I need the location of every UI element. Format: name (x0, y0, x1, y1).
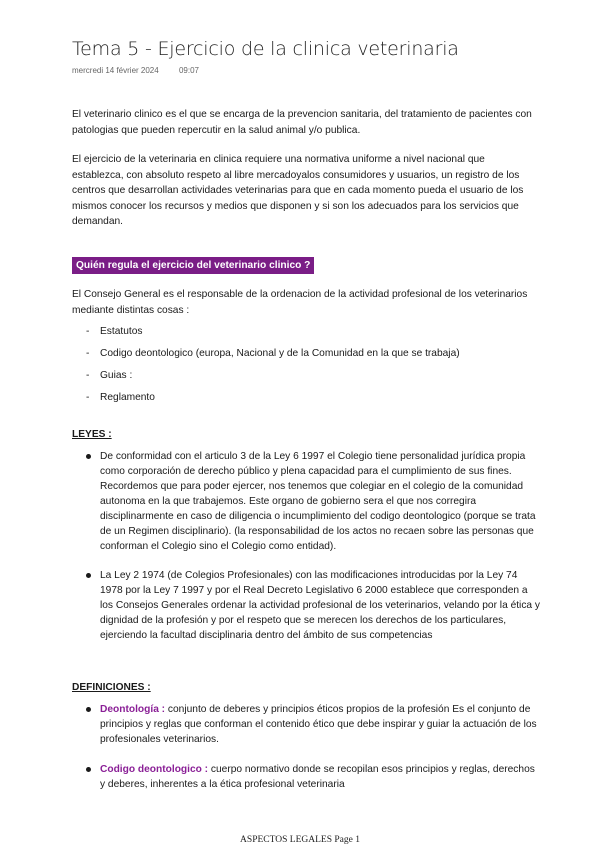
definition-term: Deontología : (100, 704, 166, 715)
bullet-icon (86, 707, 91, 712)
definition-text: conjunto de deberes y principios éticos propios de la profesión Es el conjunto de principios y reglas que conforman el contenido ético que debe inspirar y guiar la actuación de los profesionales veterinarios. (100, 704, 537, 745)
list-item: La Ley 2 1974 (de Colegios Profesionales) con las modificaciones introducidas por la Ley 74 1978 por la Ley 7 1997 y por el Real Decreto Legislativo 6 2000 establece que corresponden a los Consejos Generales ordenar la actividad profesional de los veterinarios, velando por la ética y dignidad de la profesión y por el respeto que se merecen los derechos de los particulares, ejerciendo la facultad disciplinaria dentro del ámbito de sus competencias (86, 568, 542, 643)
dash-marker: - (86, 348, 90, 359)
dash-marker: - (86, 392, 90, 403)
document-page: Tema 5 - Ejercicio de la clinica veterinaria mercredi 14 février 2024 09:07 El veterinario clinico es el que se encarga de la prevencion sanitaria, del tratamiento de pacientes con patologias que pueden repercutir en la salud animal y/o publica. El ejercicio de la veterinaria en clinica requiere una normativa uniforme a nivel nacional que establezca, con absoluto respeto al libre mercadoyalos consumidores y usuarios, un registro de los centros que desarrollan actividades veterinarias para que en cada momento pueda el usuario de los mismos conocer los recursos y medios que disponen y si son los adecuados para los servicios que demandan. Quién regula el ejercicio del veterinario clinico ? El Consejo General es el responsable de la ordenacion de la actividad profesional de los veterinarios mediante distintas cosas : - Estatutos - Codigo deontologico (europa, Nacional y de la Comunidad en la que se trabaja) - Guias : - Reglamento LEYES : De conformidad con el articulo 3 de la Ley 6 1997 el Colegio tiene personalidad jurídica propia como corporación de derecho público y plena capacidad para el cumplimiento de sus fines. Recordemos que para poder ejercer, nos tenemos que colegiar en el colegio de la comunidad autonoma en la que trabajemos. Este organo de gobierno sera el que nos corregira disciplinarmente en caso de diligencia o incumplimiento del codigo deontologico (porque se trata de un Regimen disciplinario). (la responsabilidad de los actos no recaen sobre las personas que conforman el Colegio sino el Colegio como entidad). La Ley 2 1974 (de Colegios Profesionales) con las modificaciones introducidas por la Ley 74 1978 por la Ley 7 1997 y por el Real Decreto Legislativo 6 2000 establece que corresponden a los Consejos Generales ordenar la actividad profesional de los veterinarios, velando por la ética y dignidad de la profesión y por el respeto que se merecen los derechos de los particulares, ejerciendo la facultad disciplinaria dentro del ámbito de sus competencias DEFINICIONES : Deontología : conjunto de deberes y principios éticos propios de la profesión Es el conjunto de principios y reglas que conforman el contenido ético que debe inspirar y guiar la actuación de los profesionales veterinarios. Codigo deontologico : cuerpo normativo donde se recopilan esos principios y reglas, derechos y deberes, inherentes a la ética profesional veterinaria ASPECTOS LEGALES Page 1 (0, 0, 600, 848)
dash-marker: - (86, 326, 90, 337)
leyes-label: LEYES : (72, 429, 112, 440)
list-item (86, 762, 542, 792)
page-title: Tema 5 - Ejercicio de la clinica veterinaria (72, 38, 459, 60)
definiciones-label: DEFINICIONES : (72, 682, 151, 693)
bullet-icon (86, 573, 91, 578)
intro-paragraph-1: El veterinario clinico es el que se encarga de la prevencion sanitaria, del tratamiento de pacientes con patologias que pueden repercutir en la salud animal y/o publica. (72, 109, 532, 136)
intro-paragraph-2: El ejercicio de la veterinaria en clinica requiere una normativa uniforme a nivel nacional que establezca, con absoluto respeto al libre mercadoyalos consumidores y usuarios, un registro de los centros que desarrollan actividades veterinarias para que en cada momento pueda el usuario de los mismos conocer los recursos y medios que disponen y si son los adecuados para los servicios que demandan. (72, 154, 524, 227)
list-item (86, 702, 542, 747)
page-footer: ASPECTOS LEGALES Page 1 (240, 835, 360, 845)
bullet-icon (86, 767, 91, 772)
consejo-paragraph: El Consejo General es el responsable de la ordenacion de la actividad profesional de los veterinarios mediante distintas cosas : (72, 289, 528, 316)
note-date: mercredi 14 février 2024 (72, 66, 159, 75)
definition-term: Codigo deontologico : (100, 764, 209, 775)
dash-marker: - (86, 370, 90, 381)
definition-text: cuerpo normativo donde se recopilan esos principios y reglas, derechos y deberes, inherentes a la ética profesional veterinaria (100, 764, 535, 790)
note-time: 09:07 (178, 66, 199, 75)
list-item: De conformidad con el articulo 3 de la Ley 6 1997 el Colegio tiene personalidad jurídica propia como corporación de derecho público y plena capacidad para el cumplimiento de sus fines. Recordemos que para poder ejercer, nos tenemos que colegiar en el colegio de la comunidad autonoma en la que trabajemos. Este organo de gobierno sera el que nos corregira disciplinarmente en caso de diligencia o incumplimiento del codigo deontologico (porque se trata de un Regimen disciplinario). (la responsabilidad de los actos no recaen sobre las personas que conforman el Colegio sino el Colegio como entidad). (86, 449, 542, 554)
bullet-icon (86, 454, 91, 459)
section-heading-quien-regula: Quién regula el ejercicio del veterinario clinico ? (72, 257, 314, 274)
note-timestamp (72, 66, 199, 75)
